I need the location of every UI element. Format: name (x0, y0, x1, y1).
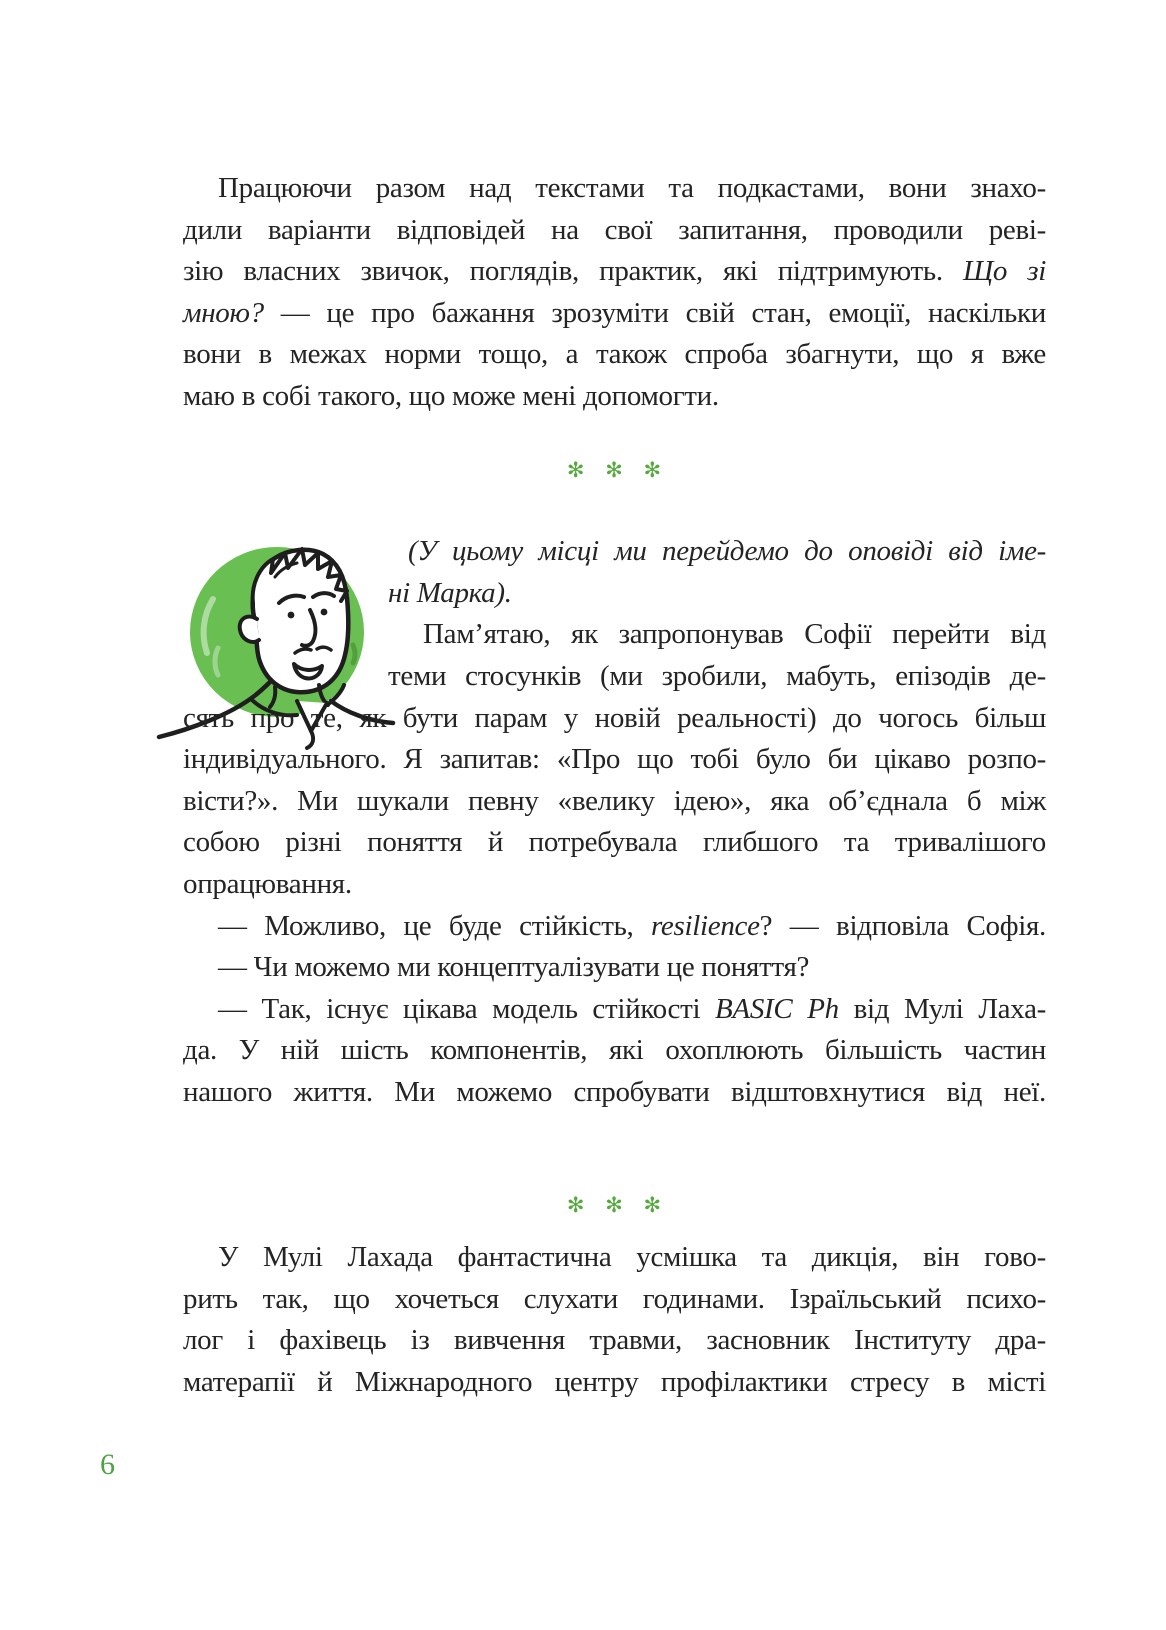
text-segment: рить так, що хочеться слухати годинами. Ізраїльський психо- (183, 1282, 1046, 1315)
text-segment: Працюючи разом над текстами та подкастами, вони знахо- (218, 172, 1046, 204)
text-line (183, 822, 1046, 864)
text-segment: да. У ній шість компонентів, які охоплюють більшість частин (183, 1034, 1046, 1067)
text-line (183, 334, 1046, 376)
text-line (183, 739, 1046, 781)
man-portrait-illustration (183, 531, 388, 691)
text-column (183, 168, 1046, 1403)
text-segment: Пам’ятаю, як запропонував Софії перейти від (423, 618, 1046, 651)
text-segment: дили варіанти відповідей на свої запитання, проводили реві- (183, 213, 1046, 246)
text-line (183, 251, 1046, 293)
text-segment: зію власних звичок, поглядів, практик, які підтримують. (183, 255, 963, 288)
text-line (183, 168, 1046, 210)
text-segment: — Можливо, це буде стійкість, (218, 909, 652, 942)
text-segment: опрацювання. (183, 867, 352, 900)
text-segment: маю в собі такого, що може мені допомогти. (183, 379, 719, 412)
text-segment: ні Марка). (388, 576, 512, 609)
text-line (183, 1030, 1046, 1072)
text-line (183, 781, 1046, 823)
text-segment: — це про бажання зрозуміти свій стан, емоції, наскільки (263, 296, 1046, 329)
text-line (183, 293, 1046, 335)
text-segment: індивідуального. Я запитав: «Про що тобі було би цікаво розпо- (183, 743, 1046, 776)
section-separator-1: ✻ ✻ ✻ (566, 457, 663, 482)
text-line (183, 906, 1046, 948)
text-segment: нашого життя. Ми можемо спробувати відштовхнутися від неї. (183, 1075, 1046, 1108)
eye-right (321, 609, 328, 616)
eye-left (288, 612, 295, 619)
text-segment: (У цьому місці ми перейдемо до оповіді від іме- (408, 535, 1046, 568)
text-line (183, 1237, 1046, 1279)
text-line (183, 1320, 1046, 1362)
text-line (183, 698, 1046, 740)
text-line (183, 864, 1046, 906)
text-segment: теми стосунків (ми зробили, мабуть, епізодів де- (388, 659, 1046, 692)
outro-paragraph (183, 1237, 1046, 1403)
text-line (183, 989, 1046, 1031)
text-segment: — Так, існує цікава модель стійкості (218, 992, 716, 1025)
text-segment: У Мулі Лахада фантастична усмішка та дикція, він гово- (218, 1241, 1046, 1274)
text-line (183, 210, 1046, 252)
figure-section (183, 531, 1046, 905)
text-segment: вісти?». Ми шукали певну «велику ідею», яка об’єднала б між (183, 784, 1046, 817)
text-segment: Що зі (962, 255, 1046, 288)
text-line (183, 1279, 1046, 1321)
text-line (183, 376, 1046, 418)
text-segment: від Мулі Лаха- (838, 992, 1047, 1025)
text-line (183, 947, 1046, 989)
text-line (183, 1362, 1046, 1404)
text-segment: матерапії й Міжнародного центру профілактики стресу в місті (183, 1365, 1046, 1398)
section-separator-2: ✻ ✻ ✻ (566, 1193, 663, 1218)
text-segment: собою різні поняття й потребувала глибшого та тривалішого (183, 826, 1046, 859)
text-segment: resilience (651, 909, 760, 942)
intro-paragraph (183, 168, 1046, 418)
text-segment: ? — відповіла Софія. (759, 909, 1046, 942)
text-segment: BASIC Ph (715, 992, 839, 1025)
text-segment: мною? (183, 296, 264, 329)
text-segment: лог і фахівець із вивчення травми, засновник Інституту дра- (183, 1324, 1046, 1357)
text-segment: сять про те, як бути парам у новій реальності) до чогось більш (183, 701, 1046, 734)
text-segment: вони в межах норми тощо, а також спроба збагнути, що я вже (183, 338, 1046, 371)
ear (240, 617, 259, 642)
text-segment: — Чи можемо ми концептуалізувати це поняття? (218, 951, 810, 984)
dialogue-paragraphs (183, 906, 1046, 1114)
page-number: 6 (100, 1448, 115, 1481)
text-line (183, 1072, 1046, 1114)
